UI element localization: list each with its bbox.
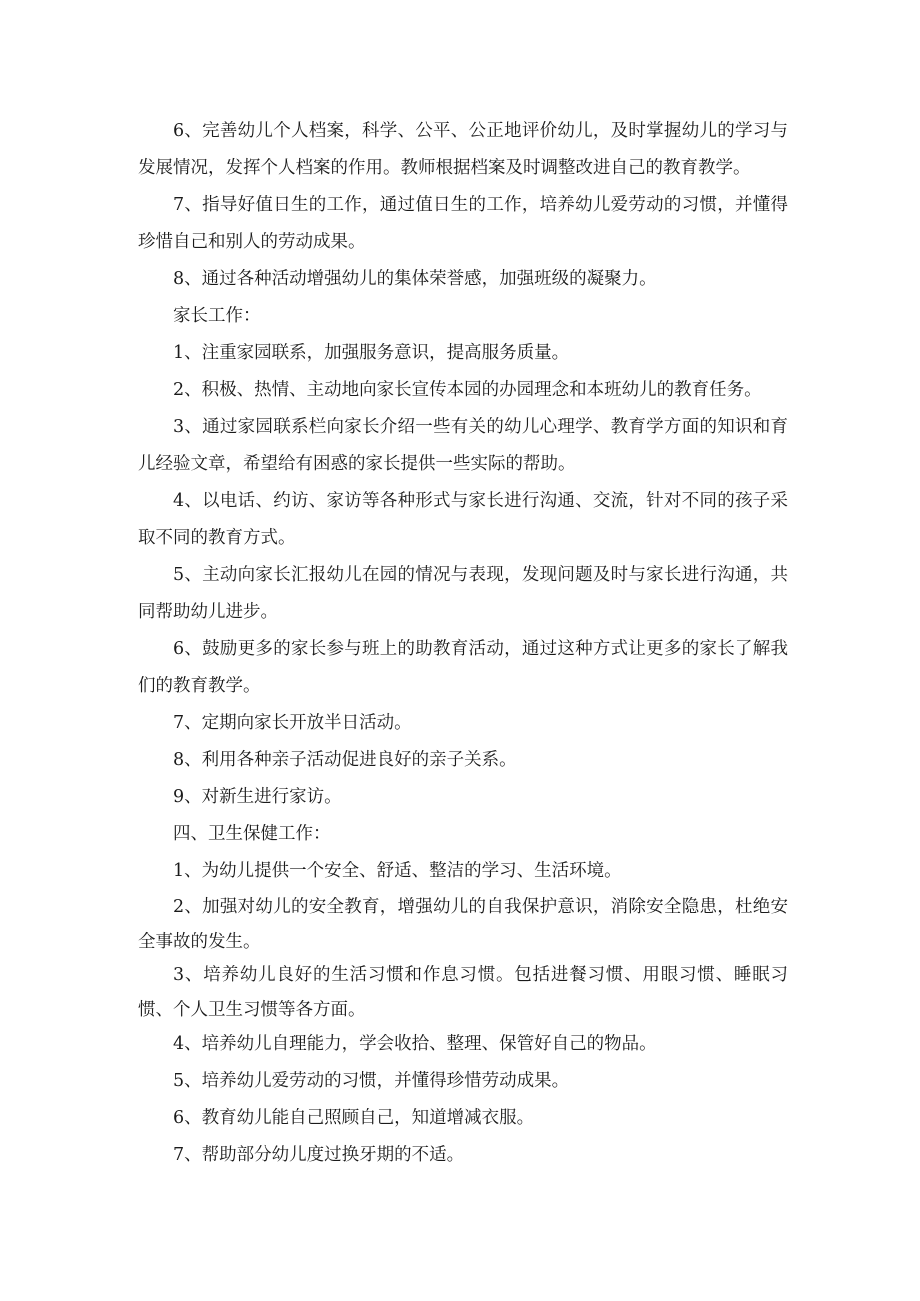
paragraph: 6、教育幼儿能自己照顾自己，知道增减衣服。 [173, 1108, 535, 1128]
paragraph: 4、以电话、约访、家访等各种形式与家长进行沟通、交流，针对不同的孩子采取不同的教育方式。 [138, 491, 788, 548]
section-heading: 四、卫生保健工作： [173, 824, 331, 844]
paragraph: 3、培养幼儿良好的生活习惯和作息习惯。包括进餐习惯、用眼习惯、睡眠习惯、个人卫生习惯等各方面。 [138, 965, 788, 1020]
paragraph: 2、加强对幼儿的安全教育，增强幼儿的自我保护意识，消除安全隐患，杜绝安全事故的发生。 [138, 897, 788, 952]
paragraph: 4、培养幼儿自理能力，学会收拾、整理、保管好自己的物品。 [173, 1034, 657, 1054]
paragraph: 2、积极、热情、主动地向家长宣传本园的办园理念和本班幼儿的教育任务。 [173, 380, 762, 400]
paragraph: 7、定期向家长开放半日活动。 [173, 713, 412, 733]
paragraph: 5、培养幼儿爱劳动的习惯，并懂得珍惜劳动成果。 [173, 1071, 570, 1091]
paragraph: 5、主动向家长汇报幼儿在园的情况与表现，发现问题及时与家长进行沟通，共同帮助幼儿进步。 [138, 565, 788, 622]
paragraph: 7、指导好值日生的工作，通过值日生的工作，培养幼儿爱劳动的习惯，并懂得珍惜自己和别人的劳动成果。 [138, 195, 788, 252]
paragraph: 3、通过家园联系栏向家长介绍一些有关的幼儿心理学、教育学方面的知识和育儿经验文章，希望给有困惑的家长提供一些实际的帮助。 [138, 417, 788, 474]
document-body [138, 113, 788, 1174]
paragraph: 8、通过各种活动增强幼儿的集体荣誉感，加强班级的凝聚力。 [173, 269, 657, 289]
paragraph: 8、利用各种亲子活动促进良好的亲子关系。 [173, 750, 517, 770]
paragraph: 1、注重家园联系，加强服务意识，提高服务质量。 [173, 343, 570, 363]
section-heading: 家长工作： [173, 306, 261, 326]
paragraph: 6、完善幼儿个人档案，科学、公平、公正地评价幼儿，及时掌握幼儿的学习与发展情况，发挥个人档案的作用。教师根据档案及时调整改进自己的教育教学。 [138, 121, 788, 178]
paragraph: 6、鼓励更多的家长参与班上的助教育活动，通过这种方式让更多的家长了解我们的教育教学。 [138, 639, 788, 696]
paragraph: 9、对新生进行家访。 [173, 787, 342, 807]
paragraph: 7、帮助部分幼儿度过换牙期的不适。 [173, 1145, 465, 1165]
paragraph: 1、为幼儿提供一个安全、舒适、整洁的学习、生活环境。 [173, 861, 622, 881]
